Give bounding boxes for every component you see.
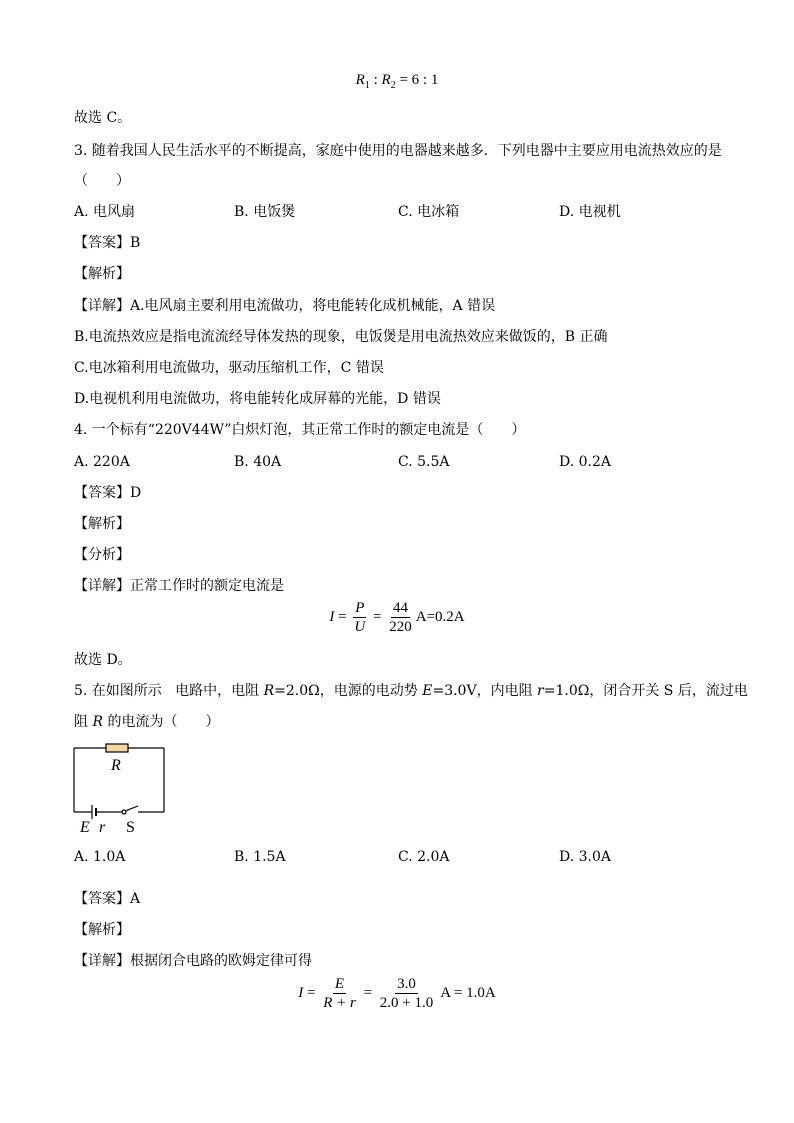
- q5-answer-value: A: [130, 891, 141, 907]
- q3-stem-line2: （ ）: [74, 173, 130, 189]
- q4-detail: 【详解】正常工作时的额定电流是: [74, 578, 284, 594]
- q4-analysis-tag: 【解析】: [74, 516, 130, 532]
- q5-stem-line1: 5. 在如图所示 电路中，电阻 R=2.0Ω，电源的电动势 E=3.0V，内电阻 r=1.0Ω，闭合开关 S 后，流过电: [74, 683, 748, 699]
- q5-option-a: A. 1.0A: [74, 849, 126, 865]
- q4-option-b: B. 40A: [234, 454, 282, 470]
- q3-answer-value: B: [130, 235, 141, 251]
- resistor-label: R: [111, 757, 121, 774]
- circuit-diagram: [70, 740, 170, 835]
- q4-fenxi-tag: 【分析】: [74, 547, 130, 563]
- resistor-icon: [106, 744, 128, 752]
- q3-detail-line1: 【详解】A.电风扇主要利用电流做功，将电能转化成机械能，A 错误: [74, 298, 496, 314]
- ratio-equation: $R_1$ : $R_2 = 6$ : 1: [355, 72, 439, 91]
- q5-option-b: B. 1.5A: [234, 849, 286, 865]
- q3-option-d: D. 电视机: [559, 204, 621, 220]
- q3-option-c: C. 电冰箱: [398, 204, 460, 220]
- q5-stem-line2: 阻 R 的电流为（ ）: [74, 714, 220, 730]
- q5-option-c: C. 2.0A: [398, 849, 450, 865]
- q4-option-d: D. 0.2A: [559, 454, 612, 470]
- q5-option-d: D. 3.0A: [559, 849, 612, 865]
- q3-option-b: B. 电饭煲: [234, 204, 296, 220]
- q4-equation: I = $\frac{P}{U}$ = $\frac{44}{220}$ A=0.2A: [329, 600, 465, 635]
- q3-option-a: A. 电风扇: [74, 204, 136, 220]
- q4-answer-value: D: [130, 485, 142, 501]
- internal-resistance-label: r: [99, 819, 106, 835]
- conclusion-c: 故选 C。: [74, 110, 132, 126]
- switch-label: S: [126, 819, 135, 835]
- q3-answer: [74, 233, 140, 253]
- q3-detail-line3: C.电冰箱利用电流做功，驱动压缩机工作，C 错误: [74, 360, 384, 376]
- q3-detail-line4: D.电视机利用电流做功，将电能转化成屏幕的光能，D 错误: [74, 391, 441, 407]
- conclusion-d: 故选 D。: [74, 652, 132, 668]
- q3-analysis-tag: 【解析】: [74, 266, 130, 282]
- q4-stem: 4. 一个标有“220V44W”白炽灯泡，其正常工作时的额定电流是（ ）: [74, 422, 526, 438]
- answer-tag: 【答案】: [74, 235, 130, 251]
- q4-option-a: A. 220A: [74, 454, 130, 470]
- q5-detail: 【详解】根据闭合电路的欧姆定律可得: [74, 953, 312, 969]
- q5-equation: I = $\frac{E}{R + r}$ = $\frac{3.0}{2.0 + 1.0}$ A = 1.0A: [298, 976, 496, 1011]
- q3-detail-line2: B.电流热效应是指电流流经导体发热的现象，电饭煲是用电流热效应来做饭的，B 正确: [74, 329, 608, 345]
- q4-answer: 【答案】D: [74, 485, 142, 501]
- emf-label: E: [80, 819, 90, 835]
- q3-stem-line1: 3. 随着我国人民生活水平的不断提高，家庭中使用的电器越来越多．下列电器中主要应用电流热效应的是: [74, 143, 722, 159]
- detail-tag: 【详解】: [74, 298, 130, 314]
- q5-answer: 【答案】A: [74, 891, 141, 907]
- q4-option-c: C. 5.5A: [398, 454, 450, 470]
- q5-analysis-tag: 【解析】: [74, 922, 130, 938]
